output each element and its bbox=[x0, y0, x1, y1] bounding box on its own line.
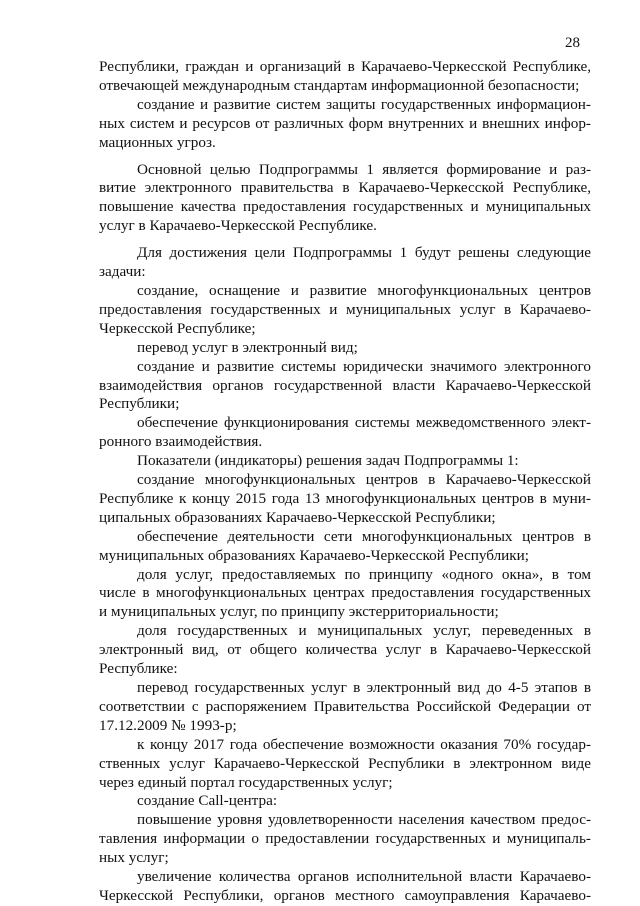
text-line: Черкесской Республики, органов местного самоуправления Карачаево- bbox=[99, 886, 591, 904]
text-line: ных услуг; bbox=[99, 849, 169, 867]
text-line: повышение уровня удовлетворенности населения качеством предос- bbox=[137, 811, 591, 829]
text-line: числе в многофункциональных центрах предоставления государственных bbox=[99, 584, 591, 602]
text-line: к концу 2017 года обеспечение возможности оказания 70% государ- bbox=[137, 735, 591, 753]
text-line: витие электронного правительства в Карачаево-Черкесской Республике, bbox=[99, 179, 591, 197]
text-line: отвечающей международным стандартам информационной безопасности; bbox=[99, 76, 580, 94]
page-number: 28 bbox=[565, 35, 580, 51]
text-line: через единый портал государственных услуг; bbox=[99, 773, 393, 791]
text-line: создание Call-центра: bbox=[137, 792, 278, 810]
text-line: обеспечение функционирования системы межведомственного элект- bbox=[137, 414, 591, 432]
text-line: Основной целью Подпрограммы 1 является формирование и раз- bbox=[137, 160, 591, 178]
text-line: Республике: bbox=[99, 660, 178, 678]
text-line: ственных услуг Карачаево-Черкесской Республики в электронном виде bbox=[99, 754, 591, 772]
text-line: создание и развитие системы юридически значимого электронного bbox=[137, 357, 591, 375]
text-line: взаимодействия органов государственной власти Карачаево-Черкесской bbox=[99, 376, 591, 394]
text-line: тавления информации о предоставлении государственных и муниципаль- bbox=[99, 830, 591, 848]
text-line: ронного взаимодействия. bbox=[99, 433, 263, 451]
text-line: создание, оснащение и развитие многофункциональных центров bbox=[137, 281, 591, 299]
text-line: Республике к концу 2015 года 13 многофункциональных центров в муни- bbox=[99, 489, 591, 507]
text-line: Для достижения цели Подпрограммы 1 будут решены следующие bbox=[137, 244, 591, 262]
text-line: муниципальных образованиях Карачаево-Черкесской Республики; bbox=[99, 546, 530, 564]
text-line: перевод государственных услуг в электронный вид до 4-5 этапов в bbox=[137, 679, 591, 696]
text-line: доля услуг, предоставляемых по принципу «одного окна», в том bbox=[137, 565, 591, 583]
text-line: предоставления государственных и муниципальных услуг в Карачаево- bbox=[99, 300, 591, 318]
text-line: создание и развитие систем защиты государственных информацион- bbox=[137, 95, 591, 113]
text-line: повышение качества предоставления государственных и муниципальных bbox=[99, 198, 591, 216]
text-line: соответствии с распоряжением Правительства Российской Федерации от bbox=[99, 697, 591, 715]
text-line: мационных угроз. bbox=[99, 133, 216, 151]
text-line: ципальных образованиях Карачаево-Черкесской Республики; bbox=[99, 508, 496, 526]
text-line: Показатели (индикаторы) решения задач Подпрограммы 1: bbox=[137, 452, 519, 470]
text-line: ных систем и ресурсов от различных форм внутренних и внешних инфор- bbox=[99, 114, 591, 132]
text-line: задачи: bbox=[99, 263, 146, 281]
text-line: создание многофункциональных центров в Карачаево-Черкесской bbox=[137, 471, 591, 489]
text-line: электронный вид, от общего количества услуг в Карачаево-Черкесской bbox=[99, 641, 591, 659]
text-line: обеспечение деятельности сети многофункциональных центров в bbox=[137, 527, 591, 545]
text-line: 17.12.2009 № 1993-р; bbox=[99, 716, 237, 734]
text-line: услуг в Карачаево-Черкесской Республике. bbox=[99, 217, 377, 235]
text-line: Черкесской Республике; bbox=[99, 319, 256, 337]
text-line: доля государственных и муниципальных услуг, переведенных в bbox=[137, 622, 591, 640]
document-body bbox=[99, 58, 591, 906]
text-line: увеличение количества органов исполнительной власти Карачаево- bbox=[137, 868, 591, 886]
text-line: перевод услуг в электронный вид; bbox=[137, 338, 358, 356]
text-line: Республики, граждан и организаций в Карачаево-Черкесской Республике, bbox=[99, 58, 591, 75]
text-line: Республики; bbox=[99, 395, 180, 413]
text-line: и муниципальных услуг, по принципу экстерриториальности; bbox=[99, 603, 499, 621]
